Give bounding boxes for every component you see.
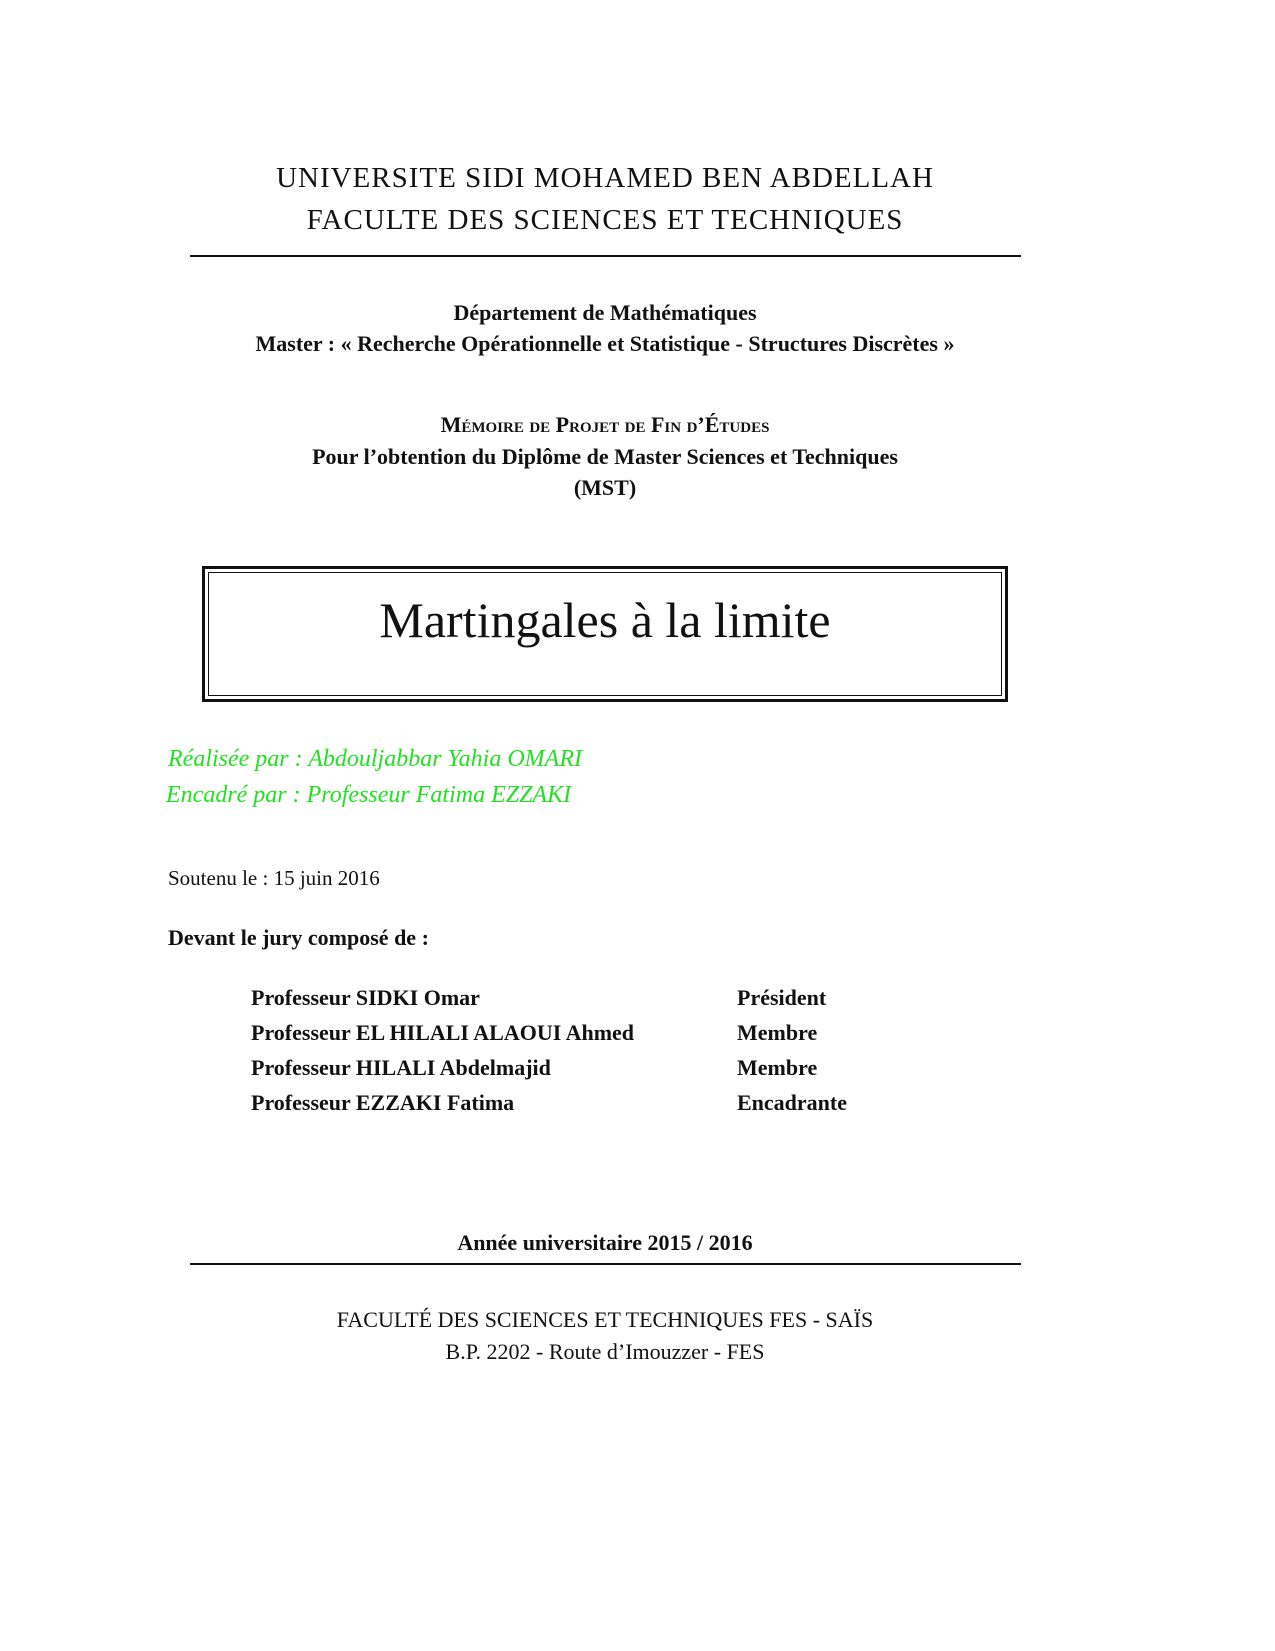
jury-member-name: Professeur EZZAKI Fatima	[251, 1090, 515, 1115]
master-program: Master : « Recherche Opérationnelle et Statistique - Structures Discrètes »	[255, 331, 955, 356]
supervisor: Encadré par : Professeur Fatima EZZAKI	[166, 782, 572, 808]
defense-date: Soutenu le : 15 juin 2016	[168, 866, 380, 890]
diploma-abbr: (MST)	[573, 475, 637, 500]
jury-member-name: Professeur EL HILALI ALAOUI Ahmed	[251, 1020, 635, 1045]
academic-year: Année universitaire 2015 / 2016	[457, 1230, 753, 1255]
title-box	[202, 566, 1008, 702]
jury-member-name: Professeur SIDKI Omar	[251, 985, 480, 1010]
jury-member-name: Professeur HILALI Abdelmajid	[251, 1055, 551, 1080]
bottom-divider	[190, 1263, 1021, 1265]
top-divider	[190, 255, 1021, 257]
jury-member-role: Membre	[737, 1020, 818, 1045]
jury-member-role: Encadrante	[737, 1090, 847, 1115]
jury-member-role: Président	[737, 985, 827, 1010]
footer-faculty: FACULTÉ DES SCIENCES ET TECHNIQUES FES - SAÏS	[336, 1307, 874, 1332]
thesis-title: Martingales à la limite	[379, 592, 831, 648]
memoir-purpose: Pour l’obtention du Diplôme de Master Sciences et Techniques	[312, 444, 898, 469]
memoir-type: Mémoire de Projet de Fin d’Études	[440, 412, 770, 437]
footer-address: B.P. 2202 - Route d’Imouzzer - FES	[445, 1339, 765, 1364]
university-name: UNIVERSITE SIDI MOHAMED BEN ABDELLAH	[276, 162, 934, 194]
jury-member-role: Membre	[737, 1055, 818, 1080]
author: Réalisée par : Abdouljabbar Yahia OMARI	[168, 746, 582, 772]
faculty-name: FACULTE DES SCIENCES ET TECHNIQUES	[306, 204, 904, 236]
department: Département de Mathématiques	[453, 300, 757, 325]
jury-heading: Devant le jury composé de :	[168, 925, 429, 950]
